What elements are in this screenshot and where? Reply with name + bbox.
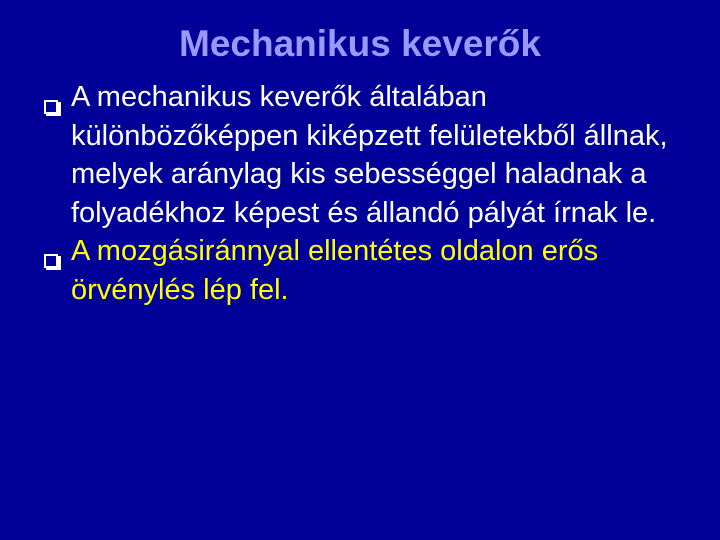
- bullet-item: [40, 78, 700, 232]
- bullet-list: [40, 78, 700, 309]
- hollow-square-bullet-icon: [43, 89, 63, 107]
- bullet-text: A mozgásiránnyal ellentétes oldalon erős örvénylés lép fel.: [71, 235, 599, 306]
- hollow-square-bullet-icon: [43, 243, 63, 261]
- bullet-text: A mechanikus keverők általában különbözőképpen kiképzett felületekből állnak, melyek aránylag kis sebességgel haladnak a folyadékhoz képest és állandó pályát írnak le.: [71, 81, 668, 229]
- bullet-item: [40, 232, 700, 309]
- slide-title: Mechanikus keverők: [179, 23, 541, 64]
